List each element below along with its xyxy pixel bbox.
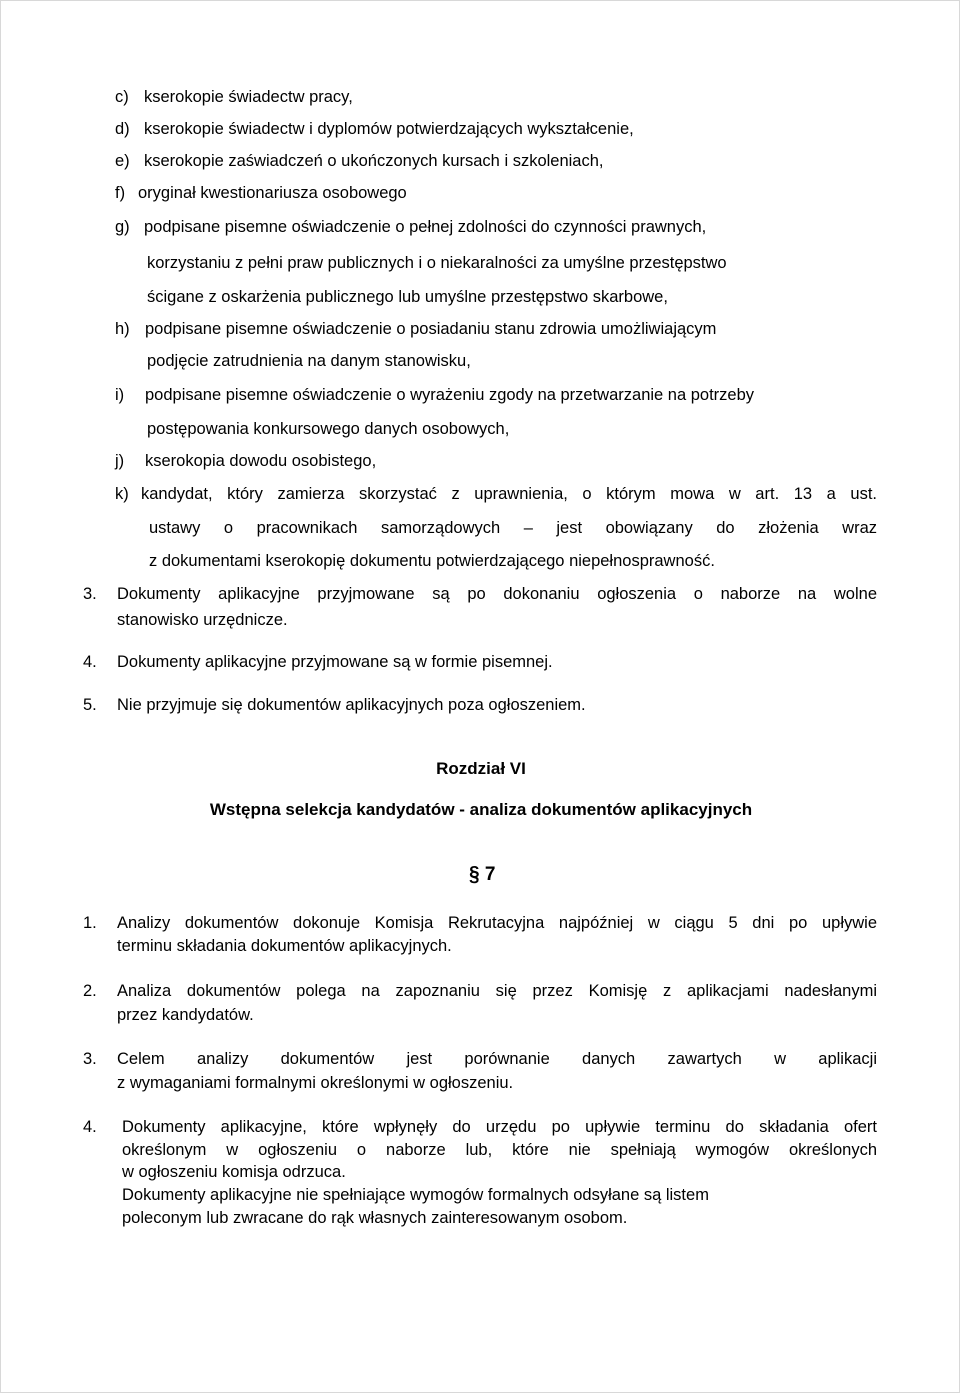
point-text: Analizy dokumentów dokonuje Komisja Rekrutacyjna najpóźniej w ciągu 5 dni po upływie [117,914,877,932]
point-text-continuation: z wymaganiami formalnymi określonymi w ogłoszeniu. [117,1074,514,1092]
section-sign: § [469,862,480,886]
point-text-continuation: poleconym lub zwracane do rąk własnych zainteresowanym osobom. [122,1209,628,1227]
point-text: Celem analizy dokumentów jest porównanie danych zawartych w aplikacji [117,1050,877,1068]
list-item-text: podpisane pisemne oświadczenie o posiadaniu stanu zdrowia umożliwiającym [145,320,717,338]
list-item [115,87,353,107]
list-item [115,451,377,471]
list-item [115,183,407,203]
list-item-text: kserokopie zaświadczeń o ukończonych kursach i szkoleniach, [144,152,604,170]
point-number: 2. [83,982,97,1000]
list-item-text: oryginał kwestionariusza osobowego [138,184,407,202]
point-text-continuation: określonym w ogłoszeniu o naborze lub, które nie spełniają wymogów określonych [122,1141,877,1159]
point-number: 4. [83,1118,97,1136]
list-item [115,385,755,405]
list-item [115,217,707,237]
list-item-label: j) [115,452,125,470]
list-item-continuation: ścigane z oskarżenia publicznego lub umyślne przestępstwo skarbowe, [147,288,668,306]
point-number: 5. [83,696,97,714]
list-item-text: kandydat, który zamierza skorzystać z uprawnienia, o którym mowa w art. 13 a ust. [141,485,877,503]
point-text: Dokumenty aplikacyjne, które wpłynęły do urzędu po upływie terminu do składania ofert [122,1118,877,1136]
list-item [115,484,877,504]
list-item-label: d) [115,120,130,138]
list-item-continuation: podjęcie zatrudnienia na danym stanowisku, [147,352,471,370]
list-item [115,151,604,171]
list-item [115,319,717,339]
list-item-text: podpisane pisemne oświadczenie o wyrażeniu zgody na przetwarzanie na potrzeby [145,386,755,404]
point-text: Analiza dokumentów polega na zapoznaniu się przez Komisję z aplikacjami nadesłanymi [117,982,877,1000]
list-item-continuation: postępowania konkursowego danych osobowych, [147,420,510,438]
point-text: Dokumenty aplikacyjne przyjmowane są w formie pisemnej. [117,653,553,671]
list-item-text: kserokopie świadectw i dyplomów potwierdzających wykształcenie, [144,120,634,138]
point-text-continuation: Dokumenty aplikacyjne nie spełniające wymogów formalnych odsyłane są listem [122,1186,709,1204]
list-item-label: e) [115,152,130,170]
list-item-label: i) [115,386,125,404]
chapter-subtitle: Wstępna selekcja kandydatów - analiza dokumentów aplikacyjnych [209,800,753,819]
list-item-label: f) [115,184,126,202]
list-item-label: c) [115,88,129,106]
point-number: 3. [83,585,97,603]
section-number: 7 [484,864,496,885]
point-text-continuation: stanowisko urzędnicze. [117,611,288,629]
list-item-label: h) [115,320,130,338]
chapter-title: Rozdział VI [436,759,526,778]
list-item-label: g) [115,218,130,236]
list-item [115,119,634,139]
point-number: 4. [83,653,97,671]
list-item-continuation: ustawy o pracownikach samorządowych – jest obowiązany do złożenia wraz [149,519,877,537]
list-item-text: kserokopie świadectw pracy, [144,88,353,106]
point-text-continuation: w ogłoszeniu komisja odrzuca. [122,1163,346,1181]
point-text-continuation: terminu składania dokumentów aplikacyjnych. [117,937,452,955]
section-mark [469,864,495,886]
point-number: 1. [83,914,97,932]
point-text: Nie przyjmuje się dokumentów aplikacyjnych poza ogłoszeniem. [117,696,586,714]
list-item-continuation: z dokumentami kserokopię dokumentu potwierdzającego niepełnosprawność. [149,552,715,570]
list-item-continuation: korzystaniu z pełni praw publicznych i o niekaralności za umyślne przestępstwo [147,254,727,272]
list-item-text: kserokopia dowodu osobistego, [145,452,377,470]
point-number: 3. [83,1050,97,1068]
point-text-continuation: przez kandydatów. [117,1006,254,1024]
list-item-text: podpisane pisemne oświadczenie o pełnej zdolności do czynności prawnych, [144,218,707,236]
list-item-label: k) [115,485,129,503]
point-text: Dokumenty aplikacyjne przyjmowane są po dokonaniu ogłoszenia o naborze na wolne [117,585,877,603]
